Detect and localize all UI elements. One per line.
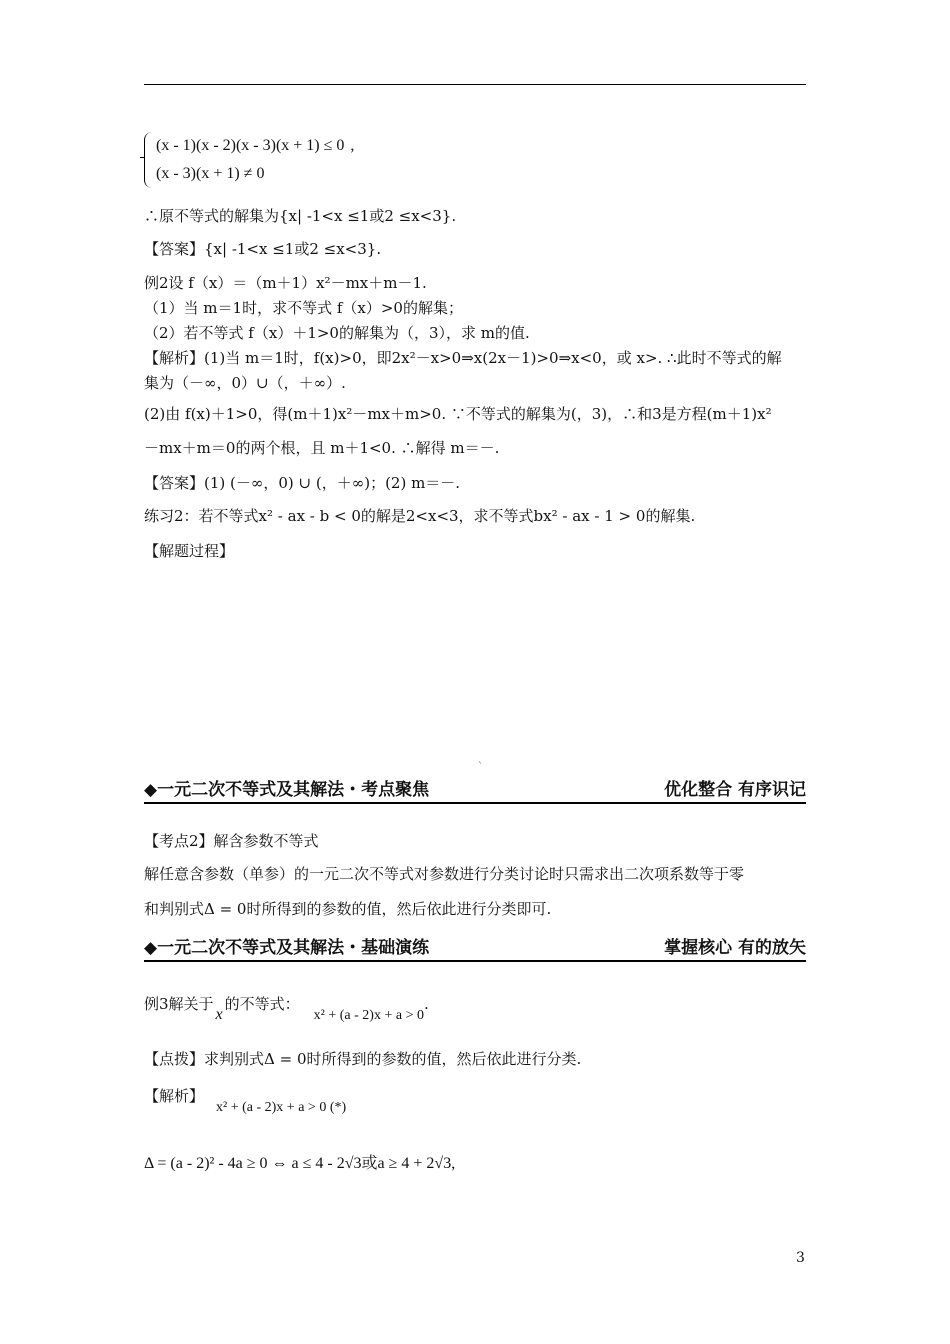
analysis-formula: x² + (a - 2)x + a > 0 (*) — [216, 1100, 347, 1115]
header-rule — [144, 84, 806, 85]
system-brace-tip — [140, 157, 145, 158]
example-2-question-1: （1）当 m＝1时，求不等式 f（x）>0的解集； — [144, 299, 463, 317]
example-3-middle: 的不等式： — [224, 995, 300, 1013]
section-focus-subtitle: 优化整合 有序识记 — [664, 780, 806, 800]
answer-2: 【答案】(1) (－∞，0) ∪ (，＋∞)；(2) m＝－. — [144, 474, 461, 492]
system-line-1 — [156, 135, 354, 157]
example-2-question-2: （2）若不等式 f（x）＋1>0的解集为（，3），求 m的值. — [144, 324, 530, 342]
kaodian-heading: 【考点2】解含参数不等式 — [144, 832, 319, 850]
answer-1: 【答案】{x| -1<x ≤1或2 ≤x<3}. — [144, 240, 382, 258]
example-2-solution-2a: (2)由 f(x)＋1>0，得(m＋1)x²－mx＋m>0. ∵不等式的解集为(，3)，∴和3是方程(m＋1)x² — [144, 405, 772, 423]
example-3-formula: x² + (a - 2)x + a > 0 — [313, 1008, 424, 1023]
example-2-solution-2b: －mx＋m＝0的两个根，且 m＋1<0. ∴解得 m＝－. — [144, 439, 500, 457]
kaodian-text-1: 解任意含参数（单参）的一元二次不等式对参数进行分类讨论时只需求出二次项系数等于零 — [144, 865, 745, 883]
solution-process-label: 【解题过程】 — [144, 542, 235, 560]
example-3-variable: x — [215, 1006, 223, 1023]
system-comma: , — [350, 137, 355, 154]
discriminant-line — [144, 1153, 455, 1175]
practice-2: 练习2：若不等式x² - ax - b < 0的解是2<x<3，求不等式bx² - ax - 1 > 0的解集. — [144, 507, 696, 525]
stray-mark: ` — [478, 762, 483, 773]
example-2-solution-1a: 【解析】(1)当 m＝1时，f(x)>0，即2x²－x>0⇒x(2x－1)>0⇒x<0，或 x>. ∴此时不等式的解 — [144, 349, 782, 367]
system-line-2: (x - 3)(x + 1) ≠ 0 — [156, 165, 265, 182]
page-number: 3 — [796, 1250, 805, 1266]
conclusion-line: ∴原不等式的解集为{x| -1<x ≤1或2 ≤x<3}. — [144, 207, 457, 225]
example-3-line — [144, 993, 429, 1023]
section-focus — [144, 776, 806, 804]
example-2-solution-1b: 集为（－∞，0）∪（，＋∞）. — [144, 374, 346, 392]
system-inequality-1: (x - 1)(x - 2)(x - 3)(x + 1) ≤ 0 — [156, 137, 345, 154]
analysis-line — [144, 1085, 347, 1115]
hint-line: 【点拨】求判别式Δ = 0时所得到的参数的值，然后依此进行分类. — [144, 1050, 582, 1068]
example-2-intro: 例2设 f（x）＝（m＋1）x²－mx＋m－1. — [144, 274, 427, 292]
section-practice-subtitle: 掌握核心 有的放矢 — [664, 938, 806, 958]
system-brace — [144, 132, 153, 188]
section-focus-title: ◆一元二次不等式及其解法・考点聚焦 — [144, 780, 430, 800]
example-3-prefix: 例3解关于 — [144, 995, 214, 1013]
example-3-end: . — [423, 995, 429, 1013]
section-practice — [144, 934, 806, 962]
analysis-label: 【解析】 — [144, 1087, 205, 1105]
section-practice-title: ◆一元二次不等式及其解法・基础演练 — [144, 938, 430, 958]
discriminant-formula: Δ = (a - 2)² - 4a ≥ 0 ⇔ a ≤ 4 - 2√3或a ≥ 4 + 2√3 — [144, 1155, 452, 1172]
discriminant-comma: , — [451, 1155, 456, 1172]
kaodian-text-2: 和判别式Δ = 0时所得到的参数的值，然后依此进行分类即可. — [144, 900, 552, 918]
